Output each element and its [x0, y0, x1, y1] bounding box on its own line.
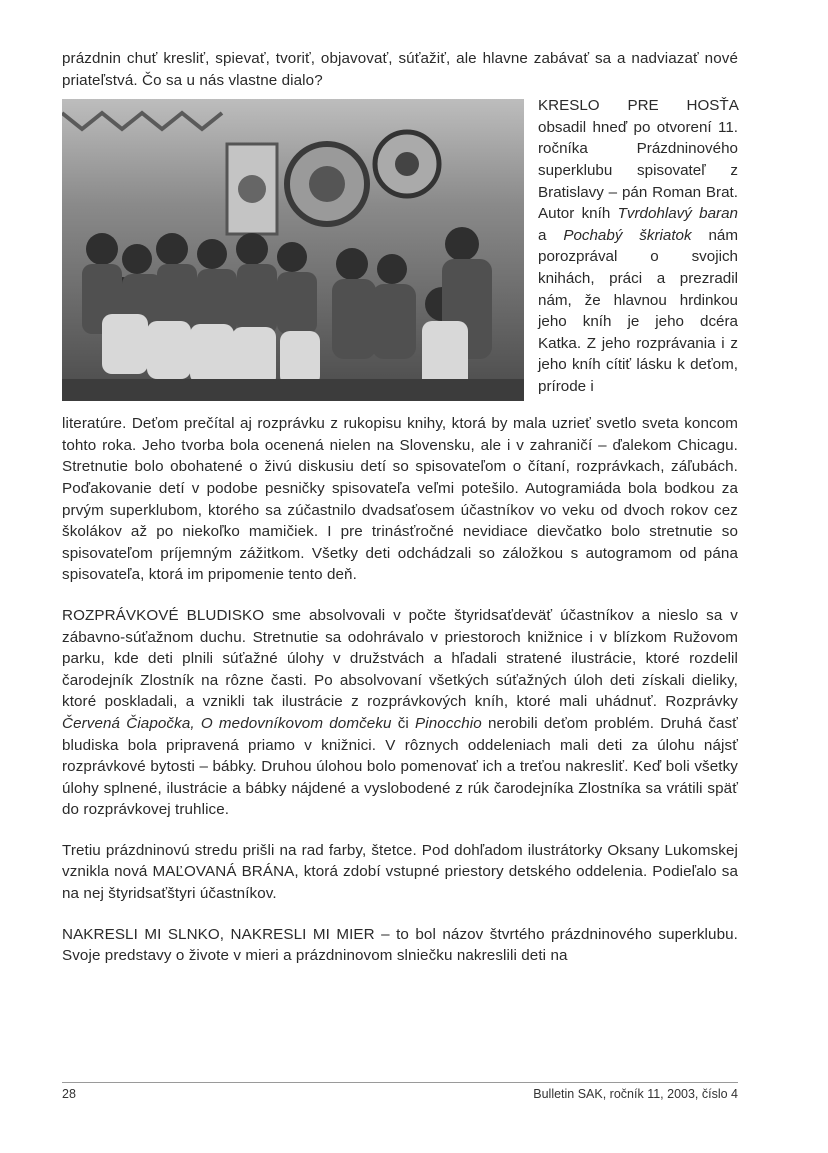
paragraph-nakresli-slnko: NAKRESLI MI SLNKO, NAKRESLI MI MIER – to bol názov štvrtého prázdninového superklubu. Svoje predstavy o živote v mieri a prázdninovom slniečku nakreslili deti na [62, 925, 738, 965]
sidebar-text: KRESLO PRE HOSŤA obsadil hneď po otvorení 11. ročníka Prázdninového superklubu spisovateľ z Bratislavy – pán Roman Brat. Autor kníh Tvrdohlavý baran a Pochabý škriatok nám porozprával o svojich knihách, práci a prezradil nám, že hlavnou hrdinkou jeho kníh je jeho dcéra Katka. Z jeho rozprávania i z jeho kníh cítiť lásku k deťom, prírode i [538, 97, 739, 395]
book-title: Tvrdohlavý baran [617, 205, 739, 223]
page-body [62, 48, 738, 967]
paragraph-malovana-brana: Tretiu prázdninovú stredu prišli na rad farby, štetce. Pod dohľadom ilustrátorky Oksany Lukomskej vznikla nová MAĽOVANÁ BRÁNA, ktorá zdobí vstupné priestory detského oddelenia. Podieľalo sa na nej štyridsaťštyri účastníkov. [62, 841, 738, 903]
event-photo [62, 99, 524, 401]
page-number: 28 [62, 1087, 76, 1101]
figure-and-sidebar [62, 95, 738, 415]
footer-divider [62, 1082, 738, 1083]
publication-info: Bulletin SAK, ročník 11, 2003, číslo 4 [533, 1087, 738, 1101]
book-title: Pochabý škriatok [563, 226, 692, 244]
paragraph-intro: prázdnin chuť kresliť, spievať, tvoriť, objavovať, súťažiť, ale hlavne zabávať sa a nadviazať nové priateľstvá. Čo sa u nás vlastne dialo? [62, 50, 738, 89]
photo-children-audience [62, 99, 524, 401]
section-heading-kreslo: KRESLO PRE HOSŤA [538, 97, 738, 115]
paragraph-kreslo-continued: literatúre. Deťom prečítal aj rozprávku z rukopisu knihy, ktorá by mala uzrieť svetlo sveta koncom tohto roka. Jeho tvorba bola ocenená nielen na Slovensku, ale i v zahraničí – ďalekom Chicagu. Stretnutie bolo obohatené o živú diskusiu detí so spisovateľom o čítaní, rozprávkach, záľubách. Poďakovanie detí v podobe pesničky spisovateľa veľmi potešilo. Autogramiáda bola bodkou za prvým superklubom, ktorého sa zúčastnilo dvadsaťosem účastníkov vo veku od dvoch rokov cez školákov až po niekoľko mamičiek. I pre trinásťročné nevidiace dievčatko bolo stretnutie so spisovateľom príjemným zážitkom. Všetky deti odchádzali so záložkou s autogramom od pána spisovateľa, ktorá im pripomenie tento deň. [62, 415, 738, 584]
paragraph-bludisko: ROZPRÁVKOVÉ BLUDISKO sme absolvovali v počte štyridsaťdeväť účastníkov a nieslo sa v zábavno-súťažnom duchu. Stretnutie sa odohrávalo v priestoroch knižnice i v blízkom Ružovom parku, kde deti plnili súťažné úlohy v družstvách a hľadali stratené ilustrácie, ktoré rozdelil čarodejník Zlostník na rôzne časti. Po absolvovaní všetkých súťažných úloh deti získali dieliky, ktoré poskladali, a vznikli tak ilustrácie z rozprávkových kníh, ktoré mali uhádnuť. Rozprávky Červená Čiapočka, O medovníkovom domčeku či Pinocchio nerobili deťom problém. Druhá časť bludiska bola pripravená priamo v knižnici. V rôznych oddeleniach mali deti za úlohu nájsť rozprávkové bytosti – bábky. Druhou úlohou bolo pomenovať ich a treťou nakresliť. Keď boli všetky úlohy splnené, ilustrácie a bábky nájdené a vyslobodené z rúk čarodejníka Zlostníka sa vrátili späť do rozprávkovej truhlice. [62, 606, 738, 819]
